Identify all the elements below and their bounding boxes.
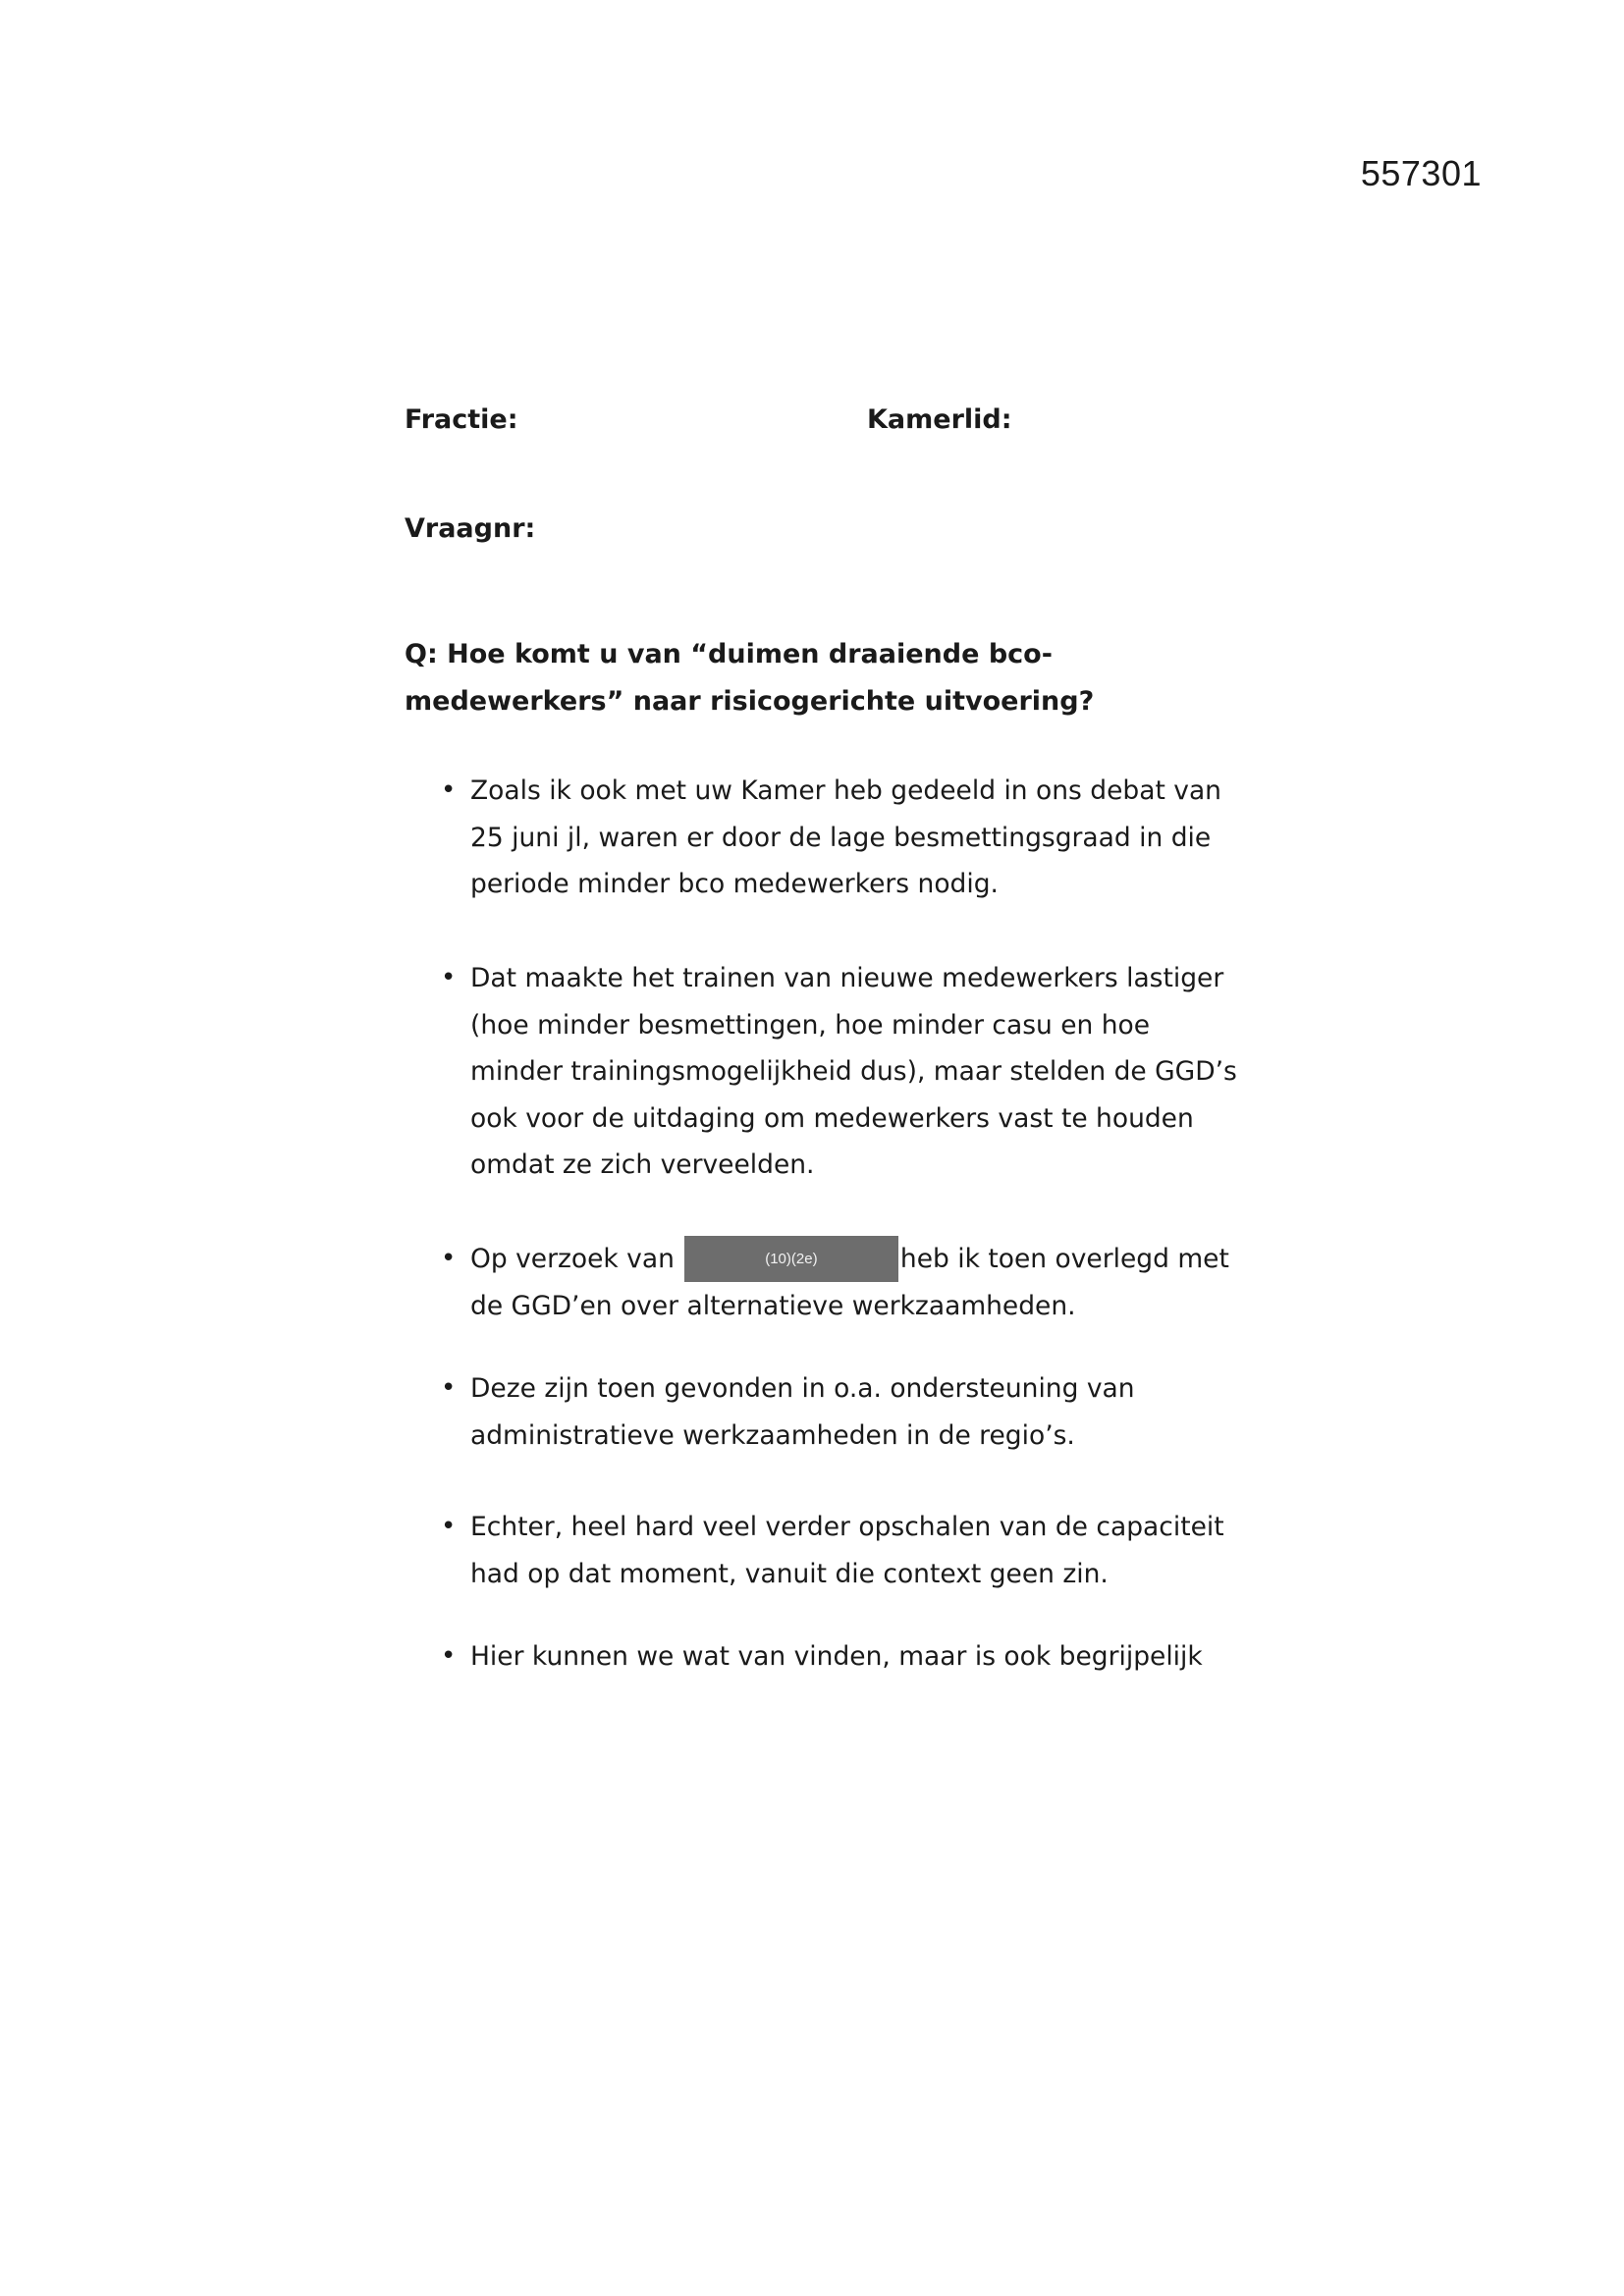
- answer-item: [441, 1236, 1256, 1329]
- answer-line: periode minder bco medewerkers nodig.: [470, 869, 999, 899]
- answer-line: omdat ze zich verveelden.: [470, 1149, 815, 1180]
- answer-line: [470, 1236, 1256, 1283]
- answer-line: Dat maakte het trainen van nieuwe medewerkers lastiger: [470, 963, 1224, 993]
- answer-item: [441, 1504, 1256, 1597]
- answer-line: Deze zijn toen gevonden in o.a. ondersteuning van: [470, 1373, 1135, 1404]
- bullet-icon: •: [441, 1641, 457, 1671]
- bullet-icon: •: [441, 1373, 457, 1403]
- answer-line: Hier kunnen we wat van vinden, maar is ook begrijpelijk: [470, 1641, 1203, 1672]
- bullet-icon: •: [441, 1244, 457, 1273]
- bullet-icon: •: [441, 775, 457, 805]
- answer-line: administratieve werkzaamheden in de regio’s.: [470, 1419, 1075, 1451]
- bullet-icon: •: [441, 963, 457, 992]
- answer-line: Zoals ik ook met uw Kamer heb gedeeld in ons debat van: [470, 775, 1221, 806]
- kamerlid-label: Kamerlid:: [867, 404, 1012, 435]
- question-line-1: Q: Hoe komt u van “duimen draaiende bco-: [405, 639, 1053, 669]
- question-line-2: medewerkers” naar risicogerichte uitvoering?: [405, 686, 1095, 717]
- answer-line: (hoe minder besmettingen, hoe minder casu en hoe: [470, 1009, 1151, 1041]
- answer-line: Echter, heel hard veel verder opschalen van de capaciteit: [470, 1512, 1224, 1542]
- answer-item: [441, 768, 1256, 908]
- redaction-block: (10)(2e): [684, 1236, 898, 1282]
- answer-item: [441, 1365, 1256, 1459]
- answer-line: had op dat moment, vanuit die context geen zin.: [470, 1558, 1109, 1589]
- document-number: 557301: [1360, 153, 1482, 193]
- answer-line: minder trainingsmogelijkheid dus), maar stelden de GGD’s: [470, 1056, 1237, 1087]
- answer-line: de GGD’en over alternatieve werkzaamheden.: [470, 1290, 1076, 1321]
- answer-line: ook voor de uitdaging om medewerkers vast te houden: [470, 1102, 1194, 1134]
- answer-item: [441, 1633, 1256, 1681]
- bullet-icon: •: [441, 1512, 457, 1541]
- answer-item: [441, 955, 1256, 1189]
- answer-text-after-redaction: heb ik toen overlegd met: [899, 1244, 1229, 1274]
- vraagnr-label: Vraagnr:: [405, 513, 536, 544]
- answer-line: 25 juni jl, waren er door de lage besmettingsgraad in die: [470, 822, 1212, 853]
- fractie-label: Fractie:: [405, 404, 518, 435]
- answer-text-before-redaction: Op verzoek van: [470, 1244, 675, 1274]
